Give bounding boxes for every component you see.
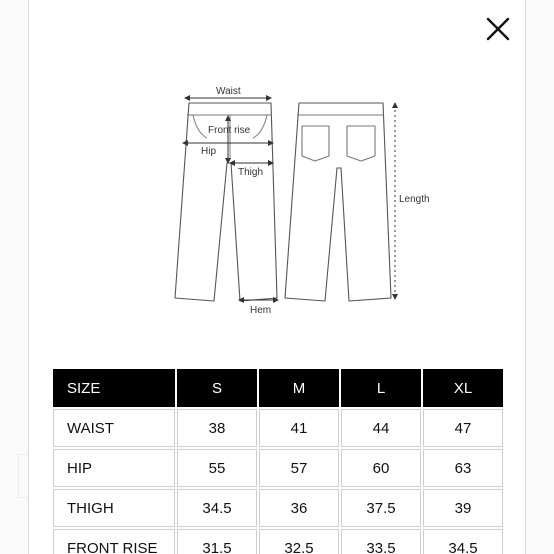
size-chart-modal	[28, 0, 526, 554]
length-label: Length	[399, 194, 430, 205]
table-cell: 37.5	[341, 489, 421, 527]
table-cell: 38	[177, 409, 257, 447]
front-rise-label: Front rise	[208, 125, 251, 136]
table-cell: 34.5	[177, 489, 257, 527]
table-cell: 36	[259, 489, 339, 527]
table-row	[53, 449, 503, 487]
jeans-measurement-diagram	[29, 0, 527, 338]
row-label: WAIST	[53, 409, 175, 447]
table-header-cell: L	[341, 369, 421, 407]
row-label: THIGH	[53, 489, 175, 527]
hem-label: Hem	[250, 305, 272, 316]
table-cell: 44	[341, 409, 421, 447]
thigh-label: Thigh	[238, 167, 264, 178]
table-cell: 31.5	[177, 529, 257, 554]
table-cell: 55	[177, 449, 257, 487]
table-cell: 39	[423, 489, 503, 527]
table-cell: 57	[259, 449, 339, 487]
table-header-row	[53, 369, 503, 407]
table-row	[53, 489, 503, 527]
table-header-cell: S	[177, 369, 257, 407]
table-cell: 32.5	[259, 529, 339, 554]
table-header-cell: XL	[423, 369, 503, 407]
row-label: HIP	[53, 449, 175, 487]
table-cell: 41	[259, 409, 339, 447]
table-row	[53, 529, 503, 554]
table-header-cell: M	[259, 369, 339, 407]
table-cell: 63	[423, 449, 503, 487]
table-header-cell: SIZE	[53, 369, 175, 407]
table-row	[53, 409, 503, 447]
jeans-illustration	[29, 0, 527, 338]
table-cell: 34.5	[423, 529, 503, 554]
table-cell: 33.5	[341, 529, 421, 554]
waist-label: Waist	[216, 86, 241, 97]
row-label: FRONT RISE	[53, 529, 175, 554]
size-table	[51, 367, 505, 554]
table-cell: 60	[341, 449, 421, 487]
table-cell: 47	[423, 409, 503, 447]
hip-label: Hip	[201, 146, 217, 157]
